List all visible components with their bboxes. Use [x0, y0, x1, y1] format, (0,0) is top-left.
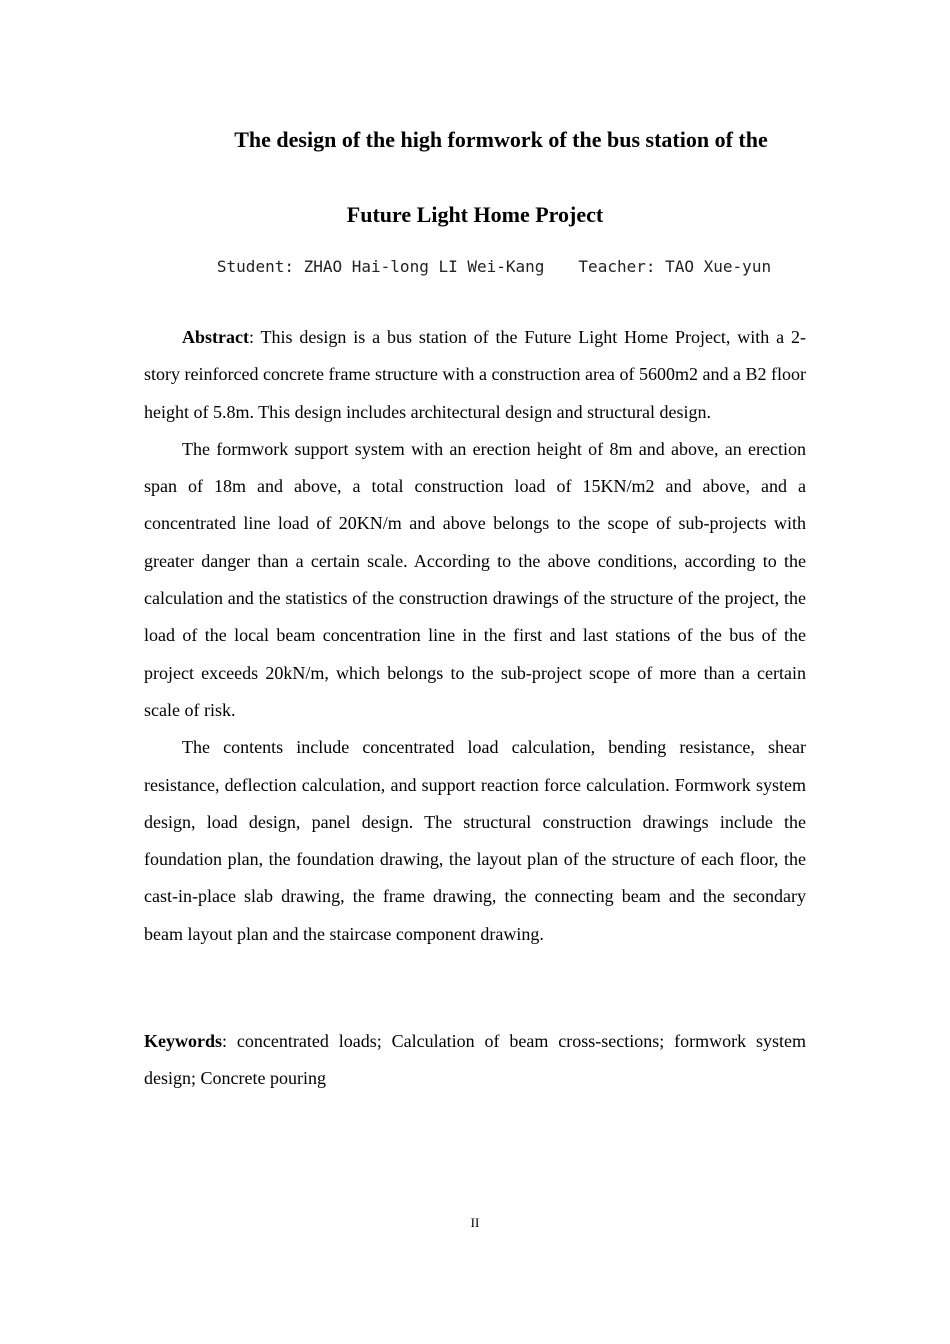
student-names: Student: ZHAO Hai-long LI Wei-Kang [216, 257, 545, 276]
abstract-paragraph-1-text: : This design is a bus station of the Future Light Home Project, with a 2-story reinforced concrete frame structure with a construction area of 5600m2 and a B2 floor height of 5.8m. This design includes architectural design and structural design. [144, 327, 806, 422]
teacher-name: Teacher: TAO Xue-yun [578, 257, 772, 276]
abstract-label: Abstract [182, 327, 249, 347]
author-line [0, 257, 950, 276]
title-line-1: The design of the high formwork of the bus station of the [234, 127, 768, 152]
abstract-section [144, 319, 806, 953]
keywords-label: Keywords [144, 1031, 222, 1051]
abstract-paragraph-3: The contents include concentrated load calculation, bending resistance, shear resistance, deflection calculation, and support reaction force calculation. Formwork system design, load design, panel design. The structural construction drawings include the foundation plan, the foundation drawing, the layout plan of the structure of each floor, the cast-in-place slab drawing, the frame drawing, the connecting beam and the secondary beam layout plan and the staircase component drawing. [144, 737, 806, 944]
abstract-paragraph-2: The formwork support system with an erection height of 8m and above, an erection span of 18m and above, a total construction load of 15KN/m2 and above, and a concentrated line load of 20KN/m and above belongs to the scope of sub-projects with greater danger than a certain scale. According to the above conditions, according to the calculation and the statistics of the construction drawings of the structure of the project, the load of the local beam concentration line in the first and last stations of the bus of the project exceeds 20kN/m, which belongs to the sub-project scope of more than a certain scale of risk. [144, 438, 806, 720]
abstract-paragraph-1 [144, 319, 806, 431]
title-line-2: Future Light Home Project [346, 202, 604, 227]
keywords-text: : concentrated loads; Calculation of beam cross-sections; formwork system design; Concrete pouring [144, 1031, 806, 1089]
keywords-section [144, 1023, 806, 1098]
page-number: II [470, 1215, 480, 1230]
